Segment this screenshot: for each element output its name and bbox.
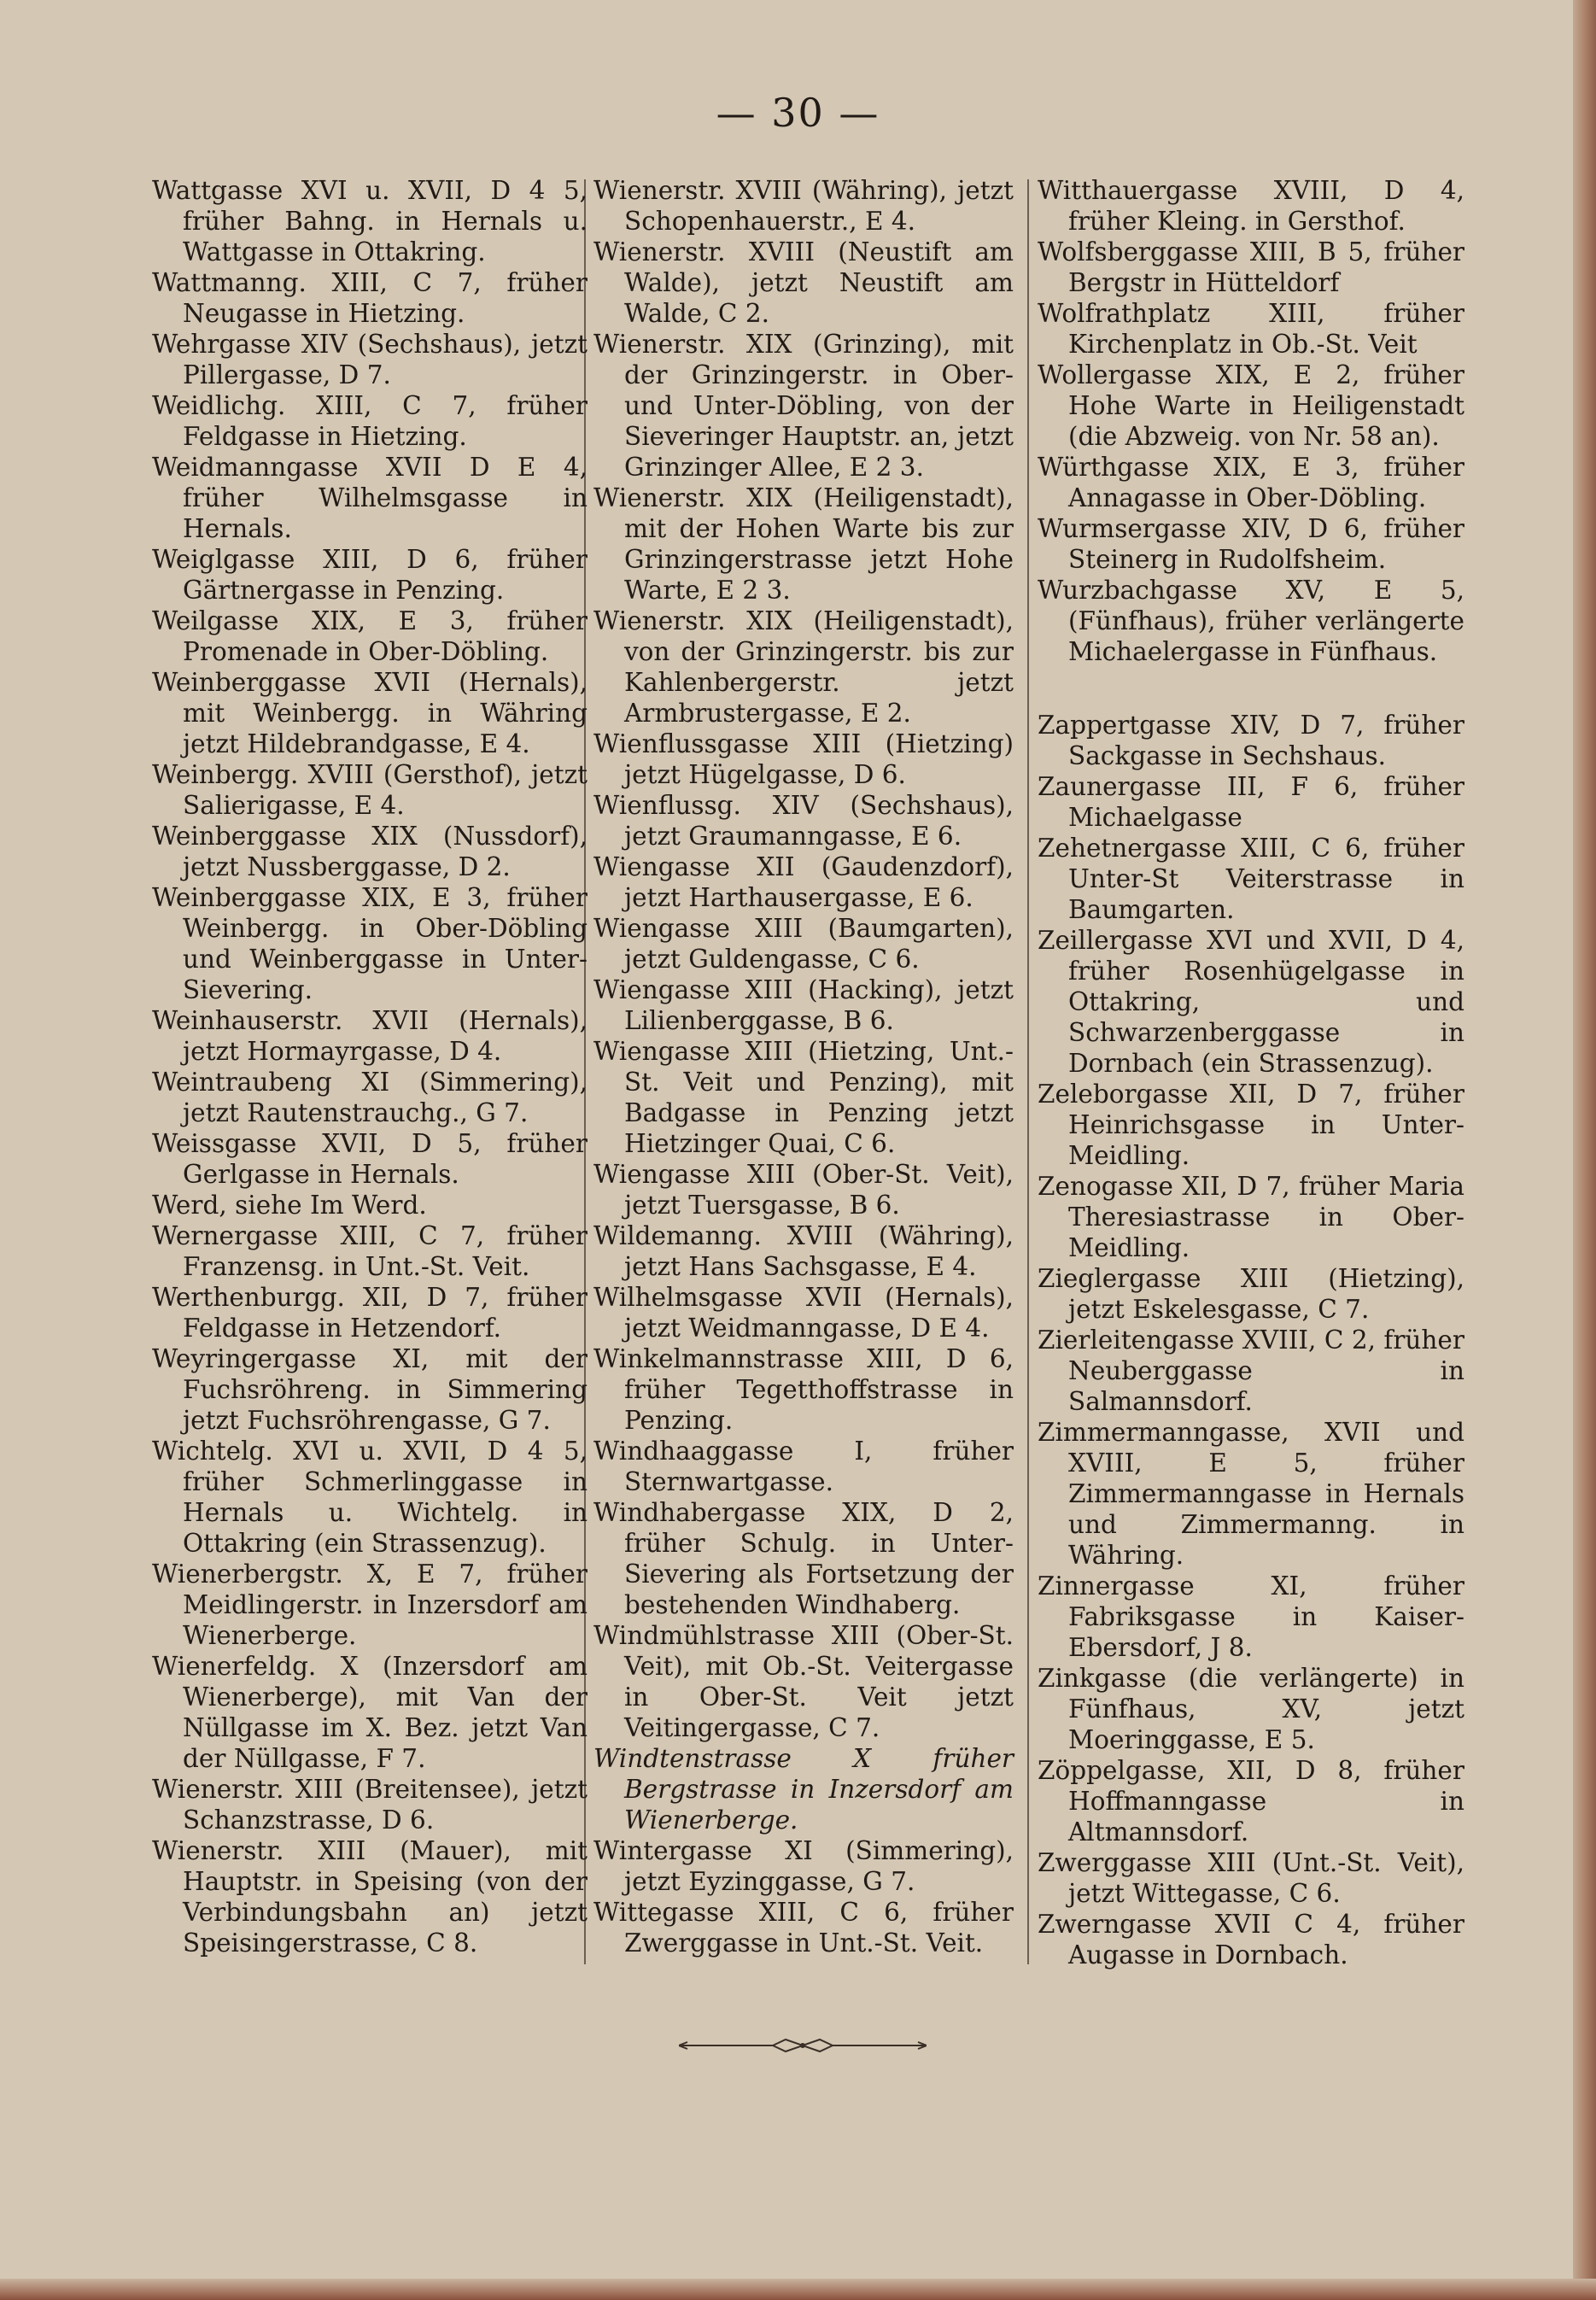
street-entry: Wienerstr. XVIII (Währing), jetzt Schopenhauerstr., E 4. xyxy=(593,176,1014,236)
street-entry: Weinberggasse XIX, E 3, früher Weinbergg. in Ober-Döbling und Weinberggasse in Unter-Sievering. xyxy=(152,883,588,1004)
street-entry: Wurzbachgasse XV, E 5, (Fünfhaus), früher verlängerte Michaelergasse in Fünfhaus. xyxy=(1038,576,1464,666)
street-entry: Wolfsberggasse XIII, B 5, früher Bergstr in Hütteldorf xyxy=(1038,237,1464,297)
street-entry: Wiengasse XIII (Ober-St. Veit), jetzt Tuersgasse, B 6. xyxy=(593,1160,1014,1220)
street-entry: Wiengasse XIII (Hietzing, Unt.-St. Veit und Penzing), mit Badgasse in Penzing jetzt Hietzinger Quai, C 6. xyxy=(593,1037,1014,1158)
street-entry: Wienflussg. XIV (Sechshaus), jetzt Graumanngasse, E 6. xyxy=(593,791,1014,851)
street-entry: Wienerstr. XIII (Mauer), mit Hauptstr. in Speising (von der Verbindungsbahn an) jetzt Speisingerstrasse, C 8. xyxy=(152,1836,588,1958)
street-entry: Wildemanng. XVIII (Währing), jetzt Hans Sachsgasse, E 4. xyxy=(593,1221,1014,1281)
section-gap xyxy=(1038,667,1464,710)
street-entry: Weidmanngasse XVII D E 4, früher Wilhelmsgasse in Hernals. xyxy=(152,453,588,543)
street-entry: Weinberggasse XVII (Hernals), mit Weinbergg. in Währing jetzt Hildebrandgasse, E 4. xyxy=(152,668,588,758)
street-entry: Wiengasse XIII (Hacking), jetzt Lilienberggasse, B 6. xyxy=(593,975,1014,1035)
street-entry: Würthgasse XIX, E 3, früher Annagasse in Ober-Döbling. xyxy=(1038,453,1464,512)
street-entry: Winkelmannstrasse XIII, D 6, früher Tegetthoffstrasse in Penzing. xyxy=(593,1344,1014,1435)
street-entry: Wienerfeldg. X (Inzersdorf am Wienerberge), mit Van der Nüllgasse im X. Bez. jetzt Van der Nüllgasse, F 7. xyxy=(152,1652,588,1773)
street-entry: Wiengasse XII (Gaudenzdorf), jetzt Harthausergasse, E 6. xyxy=(593,852,1014,912)
street-entry: Wehrgasse XIV (Sechshaus), jetzt Pillergasse, D 7. xyxy=(152,330,588,389)
street-entry: Wattmanng. XIII, C 7, früher Neugasse in Hietzing. xyxy=(152,268,588,328)
street-entry: Wienerstr. XIX (Heiligenstadt), mit der Hohen Warte bis zur Grinzingerstrasse jetzt Hohe Warte, E 2 3. xyxy=(593,483,1014,605)
street-entry: Wienerstr. XIX (Grinzing), mit der Grinzingerstr. in Ober- und Unter-Döbling, von der Sieveringer Hauptstr. an, jetzt Grinzinger Allee, E 2 3. xyxy=(593,330,1014,482)
street-entry: Zeleborgasse XII, D 7, früher Heinrichsgasse in Unter-Meidling. xyxy=(1038,1080,1464,1170)
street-entry: Zwerggasse XIII (Unt.-St. Veit), jetzt Wittegasse, C 6. xyxy=(1038,1848,1464,1908)
street-entry: Wienerstr. XIX (Heiligenstadt), von der Grinzingerstr. bis zur Kahlenbergerstr. jetzt Armbrustergasse, E 2. xyxy=(593,606,1014,728)
street-entry: Zinnergasse XI, früher Fabriksgasse in Kaiser-Ebersdorf, J 8. xyxy=(1038,1571,1464,1662)
street-entry: Wollergasse XIX, E 2, früher Hohe Warte in Heiligenstadt (die Abzweig. von Nr. 58 an). xyxy=(1038,360,1464,451)
street-entry: Wichtelg. XVI u. XVII, D 4 5, früher Schmerlinggasse in Hernals u. Wichtelg. in Ottakring (ein Strassenzug). xyxy=(152,1437,588,1558)
street-entry: Wienerstr. XIII (Breitensee), jetzt Schanzstrasse, D 6. xyxy=(152,1775,588,1835)
street-entry: Windtenstrasse X früher Bergstrasse in Inzersdorf am Wienerberge. xyxy=(593,1744,1014,1835)
street-entry: Wiengasse XIII (Baumgarten), jetzt Guldengasse, C 6. xyxy=(593,914,1014,974)
page-edge-right xyxy=(1573,0,1596,2300)
street-entry: Weidlichg. XIII, C 7, früher Feldgasse in Hietzing. xyxy=(152,391,588,451)
column-3 xyxy=(1038,175,1464,1970)
street-entry: Weissgasse XVII, D 5, früher Gerlgasse in Hernals. xyxy=(152,1129,588,1189)
street-entry: Zierleitengasse XVIII, C 2, früher Neuberggasse in Salmannsdorf. xyxy=(1038,1326,1464,1416)
street-entry: Zöppelgasse, XII, D 8, früher Hoffmanngasse in Altmannsdorf. xyxy=(1038,1756,1464,1846)
street-entry: Windhaaggasse I, früher Sternwartgasse. xyxy=(593,1437,1014,1496)
page-edge-bottom xyxy=(0,2279,1596,2300)
street-entry: Windmühlstrasse XIII (Ober-St. Veit), mit Ob.-St. Veitergasse in Ober-St. Veit jetzt Veitingergasse, C 7. xyxy=(593,1621,1014,1742)
street-entry: Zehetnergasse XIII, C 6, früher Unter-St Veiterstrasse in Baumgarten. xyxy=(1038,834,1464,924)
street-entry: Zeillergasse XVI und XVII, D 4, früher Rosenhügelgasse in Ottakring, und Schwarzenberggasse in Dornbach (ein Strassenzug). xyxy=(1038,926,1464,1078)
street-entry: Wienflussgasse XIII (Hietzing) jetzt Hügelgasse, D 6. xyxy=(593,729,1014,789)
street-entry: Wernergasse XIII, C 7, früher Franzensg. in Unt.-St. Veit. xyxy=(152,1221,588,1281)
street-entry: Wattgasse XVI u. XVII, D 4 5, früher Bahng. in Hernals u. Wattgasse in Ottakring. xyxy=(152,176,588,266)
street-entry: Zwerngasse XVII C 4, früher Augasse in Dornbach. xyxy=(1038,1910,1464,1969)
street-entry: Zappertgasse XIV, D 7, früher Sackgasse in Sechshaus. xyxy=(1038,711,1464,770)
street-entry: Wienerbergstr. X, E 7, früher Meidlingerstr. in Inzersdorf am Wienerberge. xyxy=(152,1560,588,1650)
street-entry: Werd, siehe Im Werd. xyxy=(152,1191,427,1220)
page-number: — 30 — xyxy=(716,90,880,136)
ornament-divider xyxy=(679,2033,927,2058)
street-entry: Zinkgasse (die verlängerte) in Fünfhaus, XV, jetzt Moeringgasse, E 5. xyxy=(1038,1664,1464,1754)
column-divider xyxy=(1027,179,1029,1964)
street-entry: Zenogasse XII, D 7, früher Maria Theresiastrasse in Ober-Meidling. xyxy=(1038,1172,1464,1262)
street-entry: Windhabergasse XIX, D 2, früher Schulg. in Unter-Sievering als Fortsetzung der bestehenden Windhaberg. xyxy=(593,1498,1014,1619)
street-entry: Zaunergasse III, F 6, früher Michaelgasse xyxy=(1038,772,1464,832)
street-entry: Wilhelmsgasse XVII (Hernals), jetzt Weidmanngasse, D E 4. xyxy=(593,1283,1014,1343)
column-1 xyxy=(152,175,588,1958)
street-entry: Zieglergasse XIII (Hietzing), jetzt Eskelesgasse, C 7. xyxy=(1038,1264,1464,1324)
street-entry: Weinbergg. XVIII (Gersthof), jetzt Salierigasse, E 4. xyxy=(152,760,588,820)
street-entry: Wolfrathplatz XIII, früher Kirchenplatz in Ob.-St. Veit xyxy=(1038,299,1464,359)
street-entry: Wurmsergasse XIV, D 6, früher Steinerg in Rudolfsheim. xyxy=(1038,514,1464,574)
street-entry: Werthenburgg. XII, D 7, früher Feldgasse in Hetzendorf. xyxy=(152,1283,588,1343)
column-2 xyxy=(593,175,1014,1958)
street-entry: Weilgasse XIX, E 3, früher Promenade in Ober-Döbling. xyxy=(152,606,588,666)
street-entry: Wittegasse XIII, C 6, früher Zwerggasse in Unt.-St. Veit. xyxy=(593,1898,1014,1958)
street-entry: Weinberggasse XIX (Nussdorf), jetzt Nussberggasse, D 2. xyxy=(152,822,588,881)
street-entry: Weintraubeng XI (Simmering), jetzt Rautenstrauchg., G 7. xyxy=(152,1068,588,1127)
street-entry: Wintergasse XI (Simmering), jetzt Eyzinggasse, G 7. xyxy=(593,1836,1014,1896)
street-entry: Wienerstr. XVIII (Neustift am Walde), jetzt Neustift am Walde, C 2. xyxy=(593,237,1014,328)
street-entry: Zimmermanngasse, XVII und XVIII, E 5, früher Zimmermanngasse in Hernals und Zimmermanng. in Währing. xyxy=(1038,1418,1464,1570)
street-entry: Weyringergasse XI, mit der Fuchsröhreng. in Simmering jetzt Fuchsröhrengasse, G 7. xyxy=(152,1344,588,1435)
street-entry: Weinhauserstr. XVII (Hernals), jetzt Hormayrgasse, D 4. xyxy=(152,1006,588,1066)
street-entry: Weiglgasse XIII, D 6, früher Gärtnergasse in Penzing. xyxy=(152,545,588,605)
street-entry: Witthauergasse XVIII, D 4, früher Kleing. in Gersthof. xyxy=(1038,176,1464,236)
